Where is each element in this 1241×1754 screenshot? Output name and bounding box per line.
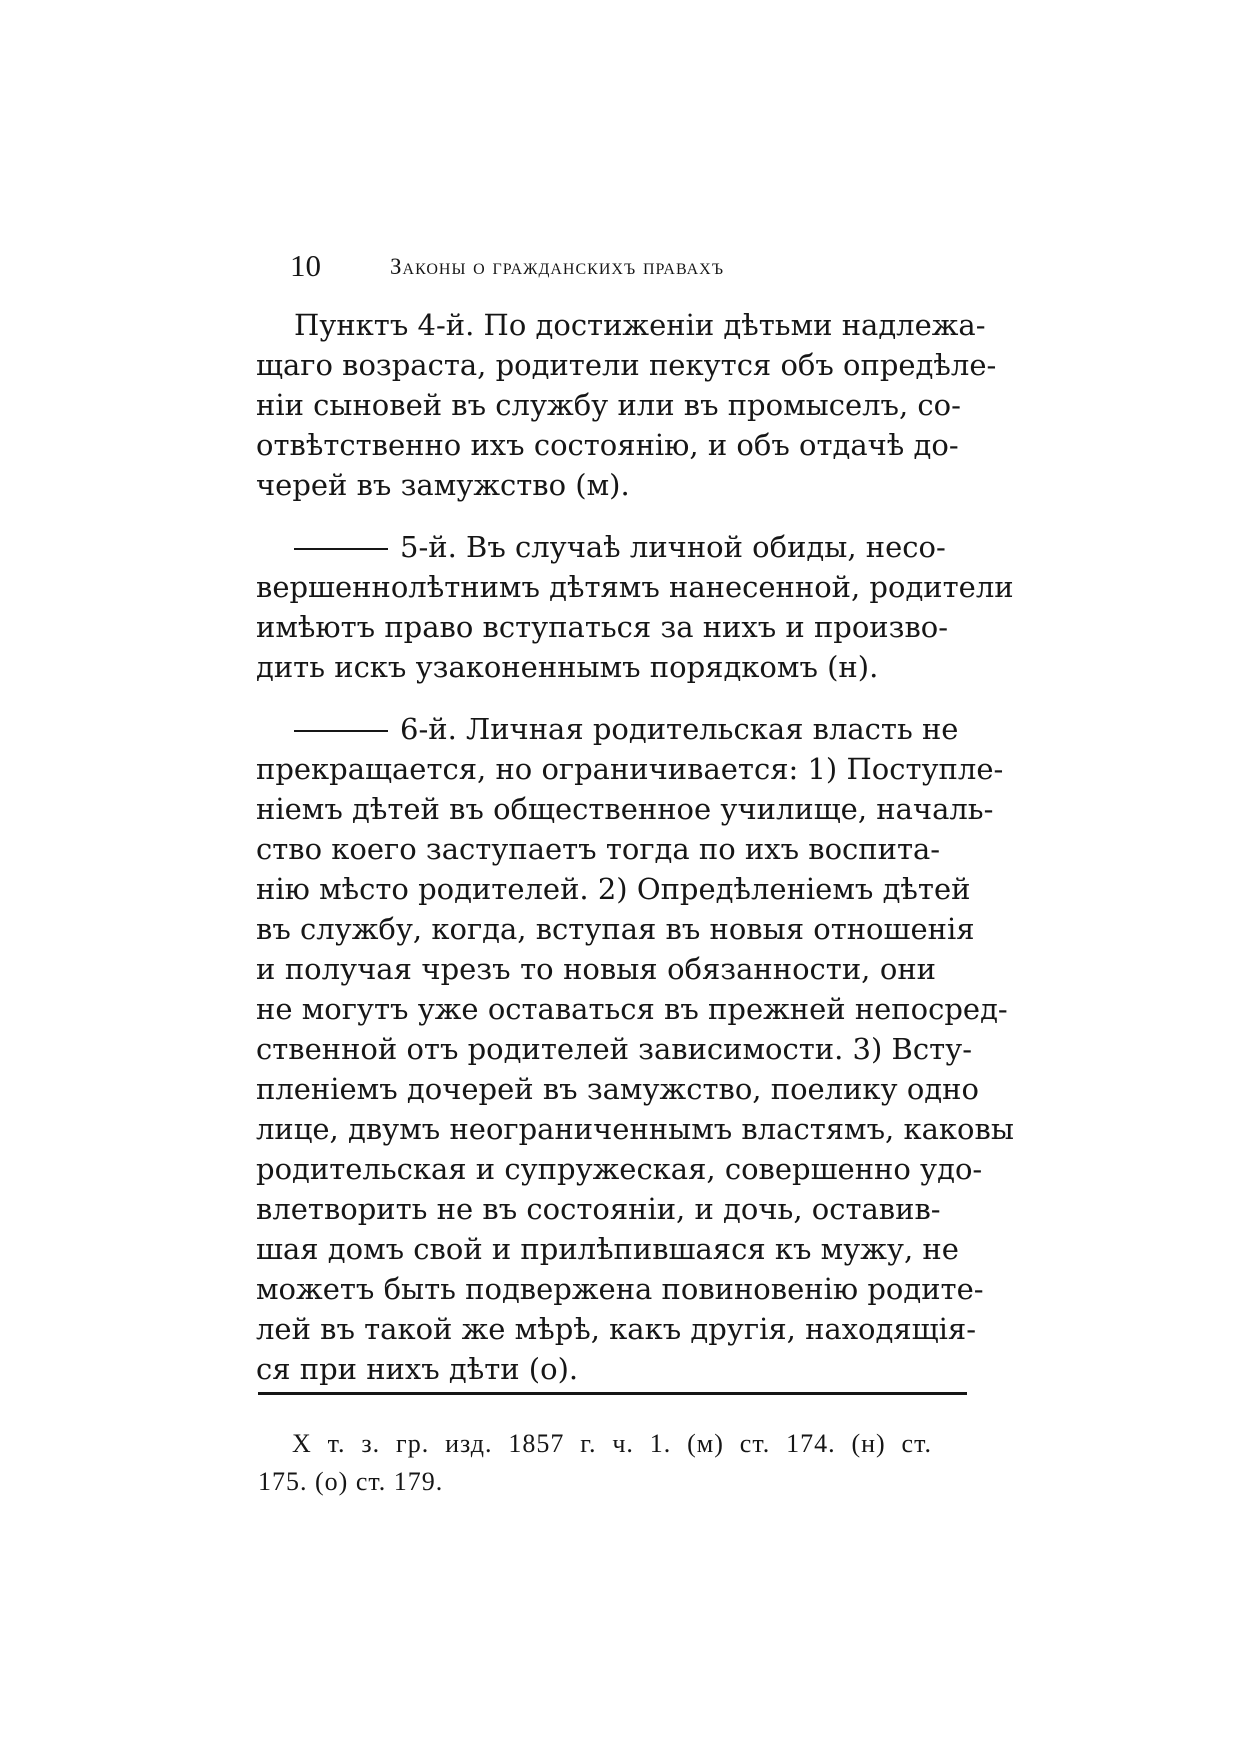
footnote-line: X т. з. гр. изд. 1857 г. ч. 1. (м) ст. 174. (н) ст. bbox=[292, 1429, 932, 1458]
text-line: лей въ такой же мѣрѣ, какъ другія, находящія- bbox=[256, 1312, 976, 1346]
paragraph-point-6 bbox=[0, 709, 1241, 1389]
text-line: ніемъ дѣтей въ общественное училище, началь- bbox=[256, 792, 994, 826]
paragraph-point-5 bbox=[0, 527, 1241, 687]
text-line: и получая чрезъ то новыя обязанности, они bbox=[256, 952, 936, 986]
main-text bbox=[0, 305, 1241, 1389]
text-line: черей въ замужство (м). bbox=[256, 468, 630, 502]
text-line bbox=[294, 709, 959, 749]
text-line: Пунктъ 4-й. По достиженіи дѣтьми надлежа- bbox=[294, 308, 986, 342]
page-number: 10 bbox=[290, 248, 321, 283]
text-line: влетворить не въ состояніи, и дочь, оставив- bbox=[256, 1192, 941, 1226]
text-line: ся при нихъ дѣти (о). bbox=[256, 1352, 579, 1386]
text-line-content: 6-й. Личная родительская власть не bbox=[400, 712, 959, 746]
text-line: ственной отъ родителей зависимости. 3) Всту- bbox=[256, 1032, 972, 1066]
text-line: прекращается, но ограничивается: 1) Поступле- bbox=[256, 752, 1004, 786]
footnote bbox=[0, 1425, 1241, 1501]
text-line: лице, двумъ неограниченнымъ властямъ, каковы bbox=[256, 1112, 1014, 1146]
ditto-dash bbox=[294, 548, 388, 550]
ditto-dash bbox=[294, 730, 388, 732]
text-line: не могутъ уже оставаться въ прежней непосред- bbox=[256, 992, 1008, 1026]
text-line: щаго возраста, родители пекутся объ опредѣле- bbox=[256, 348, 997, 382]
text-line: нію мѣсто родителей. 2) Опредѣленіемъ дѣтей bbox=[256, 872, 971, 906]
text-line: отвѣтственно ихъ состоянію, и объ отдачѣ до- bbox=[256, 428, 959, 462]
text-line: въ службу, когда, вступая въ новыя отношенія bbox=[256, 912, 975, 946]
text-line: дить искъ узаконеннымъ порядкомъ (н). bbox=[256, 650, 879, 684]
footnote-line: 175. (о) ст. 179. bbox=[258, 1467, 444, 1496]
text-line: пленіемъ дочерей въ замужство, поелику одно bbox=[256, 1072, 979, 1106]
footnote-separator bbox=[258, 1392, 967, 1395]
text-line: вершеннолѣтнимъ дѣтямъ нанесенной, родители bbox=[256, 570, 1014, 604]
text-line bbox=[294, 527, 946, 567]
text-line: можетъ быть подвержена повиновенію родите- bbox=[256, 1272, 984, 1306]
text-line: ніи сыновей въ службу или въ промыселъ, со- bbox=[256, 388, 961, 422]
text-line: шая домъ свой и прилѣпившаяся къ мужу, не bbox=[256, 1232, 959, 1266]
text-line-content: 5-й. Въ случаѣ личной обиды, несо- bbox=[400, 530, 946, 564]
page-header bbox=[290, 248, 990, 288]
text-line: родительская и супружеская, совершенно удо- bbox=[256, 1152, 983, 1186]
running-head: Законы о гражданскихъ правахъ bbox=[390, 254, 725, 279]
paragraph-point-4 bbox=[0, 305, 1241, 505]
text-line: имѣютъ право вступаться за нихъ и произво- bbox=[256, 610, 949, 644]
text-line: ство коего заступаетъ тогда по ихъ воспита- bbox=[256, 832, 941, 866]
